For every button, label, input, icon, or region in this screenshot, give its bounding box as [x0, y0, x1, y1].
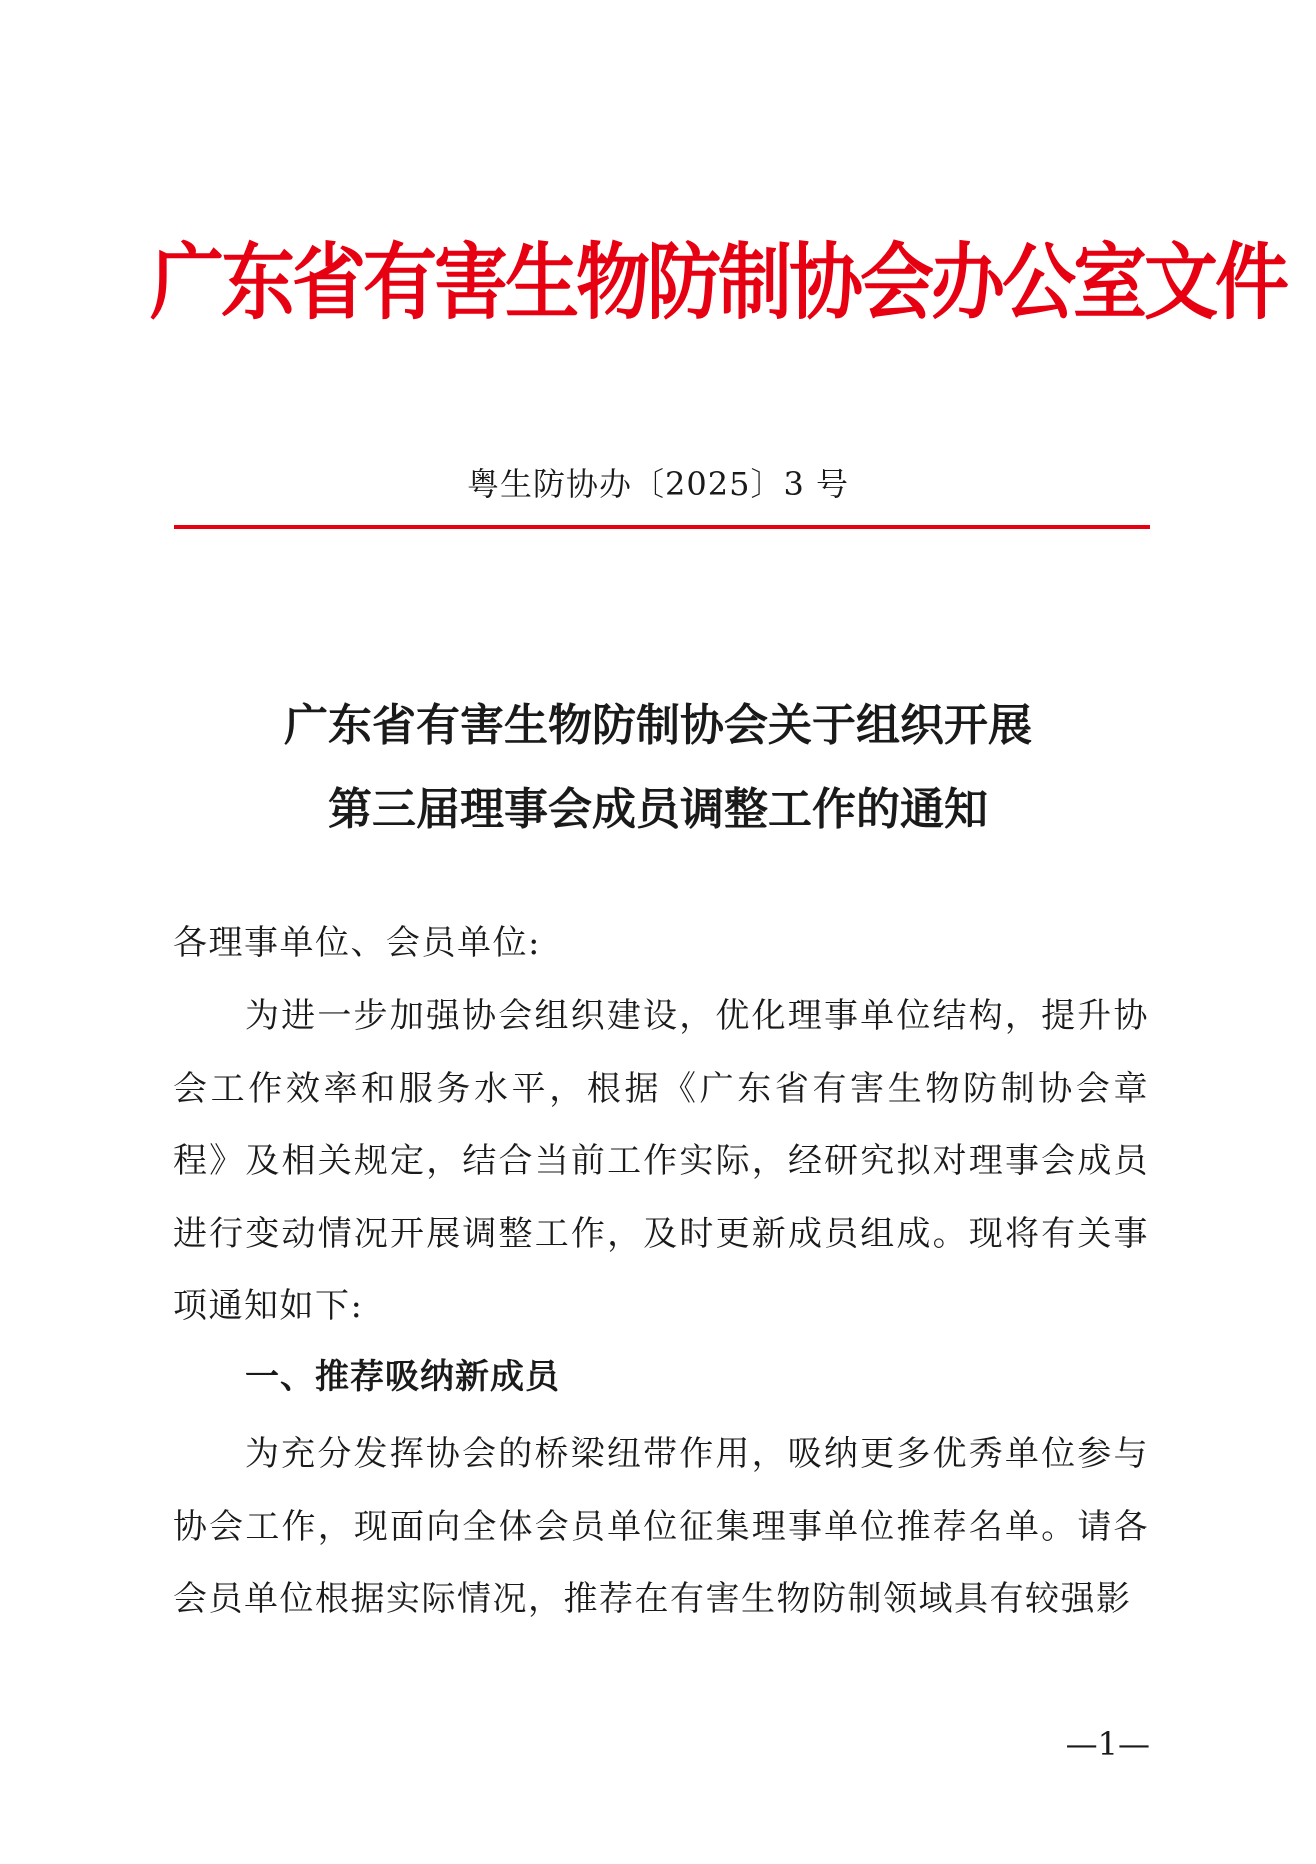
- body-paragraph-2: 为充分发挥协会的桥梁纽带作用，吸纳更多优秀单位参与协会工作，现面向全体会员单位征集理事单位推荐名单。请各会员单位根据实际情况，推荐在有害生物防制领域具有较强影: [173, 1434, 1149, 1619]
- salutation: 各理事单位、会员单位:: [173, 923, 541, 963]
- body-paragraph-1: 为进一步加强协会组织建设，优化理事单位结构，提升协会工作效率和服务水平，根据《广东省有害生物防制协会章程》及相关规定，结合当前工作实际，经研究拟对理事会成员进行变动情况开展调整工作，及时更新成员组成。现将有关事项通知如下:: [173, 996, 1149, 1326]
- red-separator-rule: [174, 525, 1150, 529]
- document-number: 粤生防协办〔2025〕3 号: [467, 465, 849, 503]
- document-masthead: 广东省有害生物防制协会办公室文件: [150, 234, 1286, 332]
- notice-title-line-2: 第三届理事会成员调整工作的通知: [328, 784, 988, 835]
- notice-title: [0, 684, 1316, 852]
- section-heading-1: 一、推荐吸纳新成员: [245, 1357, 560, 1397]
- page-number: —1—: [1065, 1725, 1150, 1763]
- notice-title-line-1: 广东省有害生物防制协会关于组织开展: [284, 700, 1032, 751]
